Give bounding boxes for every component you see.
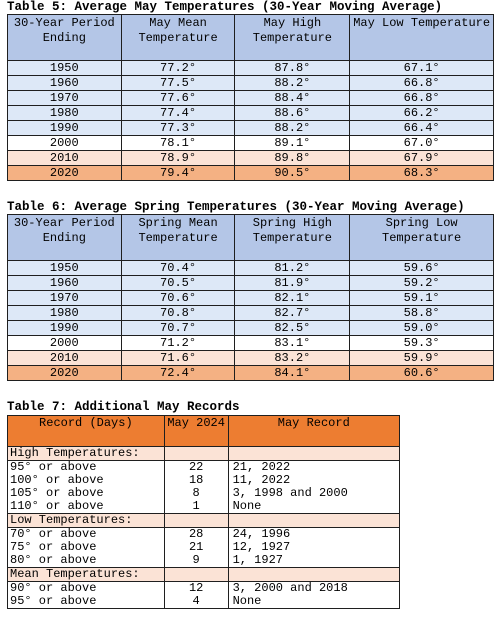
cell-label: 110° or above [8,500,165,514]
record-row [8,582,400,596]
cell-label: 105° or above [8,487,165,500]
record-row [8,595,400,609]
group-title: Low Temperatures: [8,514,165,528]
cell-label: 95° or above [8,461,165,475]
cell-count: 18 [164,474,228,487]
cell-low: 68.3° [350,166,494,181]
table5 [7,14,494,181]
cell-year: 2000 [8,336,122,351]
table-row [8,336,494,351]
cell-low: 59.3° [350,336,494,351]
group-title: Mean Temperatures: [8,568,165,582]
group-header-row [8,568,400,582]
cell-mean: 78.9° [121,151,235,166]
cell-record: 24, 1996 [228,528,399,542]
table-row [8,91,494,106]
cell-low: 66.8° [350,91,494,106]
cell-label: 70° or above [8,528,165,542]
cell-low: 66.8° [350,76,494,91]
cell-high: 82.5° [235,321,350,336]
cell-year: 2010 [8,351,122,366]
cell-record: 3, 1998 and 2000 [228,487,399,500]
empty-cell [228,447,399,461]
table7 [7,415,400,609]
empty-cell [164,447,228,461]
cell-year: 2020 [8,366,122,381]
cell-low: 67.0° [350,136,494,151]
table-row [8,276,494,291]
table-row [8,261,494,276]
cell-year: 1980 [8,306,122,321]
cell-year: 2000 [8,136,122,151]
cell-mean: 71.2° [121,336,235,351]
cell-count: 22 [164,461,228,475]
cell-count: 21 [164,541,228,554]
table6-header-high: Spring High Temperature [235,215,350,261]
cell-high: 87.8° [235,61,350,76]
cell-count: 9 [164,554,228,568]
cell-low: 66.2° [350,106,494,121]
cell-year: 1990 [8,121,122,136]
cell-record: 21, 2022 [228,461,399,475]
cell-record: 12, 1927 [228,541,399,554]
cell-high: 89.8° [235,151,350,166]
table5-header-high: May High Temperature [235,15,350,61]
cell-count: 28 [164,528,228,542]
table7-header-record-days: Record (Days) [8,416,165,447]
table7-header-may-2024: May 2024 [164,416,228,447]
record-row [8,554,400,568]
cell-mean: 70.6° [121,291,235,306]
empty-cell [228,568,399,582]
cell-year: 1960 [8,76,122,91]
cell-label: 90° or above [8,582,165,596]
cell-year: 1950 [8,261,122,276]
cell-label: 95° or above [8,595,165,609]
empty-cell [164,568,228,582]
cell-mean: 70.7° [121,321,235,336]
cell-low: 59.1° [350,291,494,306]
record-row [8,461,400,475]
cell-mean: 78.1° [121,136,235,151]
cell-mean: 77.5° [121,76,235,91]
cell-year: 1980 [8,106,122,121]
cell-year: 1950 [8,61,122,76]
cell-high: 88.4° [235,91,350,106]
cell-mean: 77.4° [121,106,235,121]
cell-count: 12 [164,582,228,596]
cell-year: 1970 [8,291,122,306]
record-row [8,528,400,542]
table-row [8,351,494,366]
table6-header-low: Spring Low Temperature [350,215,494,261]
cell-record: None [228,500,399,514]
cell-mean: 77.2° [121,61,235,76]
group-header-row [8,447,400,461]
empty-cell [164,514,228,528]
cell-low: 59.0° [350,321,494,336]
table-row [8,76,494,91]
cell-count: 1 [164,500,228,514]
cell-high: 89.1° [235,136,350,151]
table-row [8,61,494,76]
cell-low: 59.9° [350,351,494,366]
cell-mean: 71.6° [121,351,235,366]
table-row [8,306,494,321]
cell-low: 58.8° [350,306,494,321]
cell-year: 1970 [8,91,122,106]
cell-label: 75° or above [8,541,165,554]
cell-mean: 79.4° [121,166,235,181]
table6-caption: Table 6: Average Spring Temperatures (30-Year Moving Average) [7,200,465,214]
table6-header-period: 30-Year Period Ending [8,215,122,261]
table-row [8,166,494,181]
cell-high: 81.2° [235,261,350,276]
cell-year: 2020 [8,166,122,181]
cell-low: 66.4° [350,121,494,136]
cell-record: 1, 1927 [228,554,399,568]
cell-high: 83.2° [235,351,350,366]
cell-record: None [228,595,399,609]
cell-mean: 70.4° [121,261,235,276]
cell-mean: 77.6° [121,91,235,106]
cell-count: 4 [164,595,228,609]
cell-year: 2010 [8,151,122,166]
cell-year: 1990 [8,321,122,336]
cell-mean: 77.3° [121,121,235,136]
cell-label: 100° or above [8,474,165,487]
cell-high: 83.1° [235,336,350,351]
cell-high: 82.7° [235,306,350,321]
group-title: High Temperatures: [8,447,165,461]
cell-high: 82.1° [235,291,350,306]
cell-mean: 70.5° [121,276,235,291]
cell-high: 88.6° [235,106,350,121]
empty-cell [228,514,399,528]
table5-header-mean: May Mean Temperature [121,15,235,61]
cell-high: 81.9° [235,276,350,291]
table5-header-period: 30-Year Period Ending [8,15,122,61]
table5-header-low: May Low Temperature [350,15,494,61]
table-row [8,291,494,306]
cell-high: 88.2° [235,121,350,136]
table5-caption: Table 5: Average May Temperatures (30-Year Moving Average) [7,0,443,14]
group-header-row [8,514,400,528]
table6-body [8,261,494,381]
table7-caption: Table 7: Additional May Records [7,400,240,414]
cell-count: 8 [164,487,228,500]
table-row [8,151,494,166]
cell-mean: 72.4° [121,366,235,381]
cell-mean: 70.8° [121,306,235,321]
cell-high: 90.5° [235,166,350,181]
table6-header-mean: Spring Mean Temperature [121,215,235,261]
cell-low: 59.6° [350,261,494,276]
cell-low: 67.1° [350,61,494,76]
cell-low: 60.6° [350,366,494,381]
table5-body [8,61,494,181]
table7-body [8,447,400,609]
cell-high: 88.2° [235,76,350,91]
table-row [8,106,494,121]
table6 [7,214,494,381]
cell-high: 84.1° [235,366,350,381]
cell-record: 11, 2022 [228,474,399,487]
table-row [8,321,494,336]
table-row [8,121,494,136]
cell-label: 80° or above [8,554,165,568]
table-row [8,366,494,381]
cell-low: 67.9° [350,151,494,166]
cell-low: 59.2° [350,276,494,291]
table-row [8,136,494,151]
table7-header-may-record: May Record [228,416,399,447]
cell-record: 3, 2000 and 2018 [228,582,399,596]
record-row [8,500,400,514]
cell-year: 1960 [8,276,122,291]
